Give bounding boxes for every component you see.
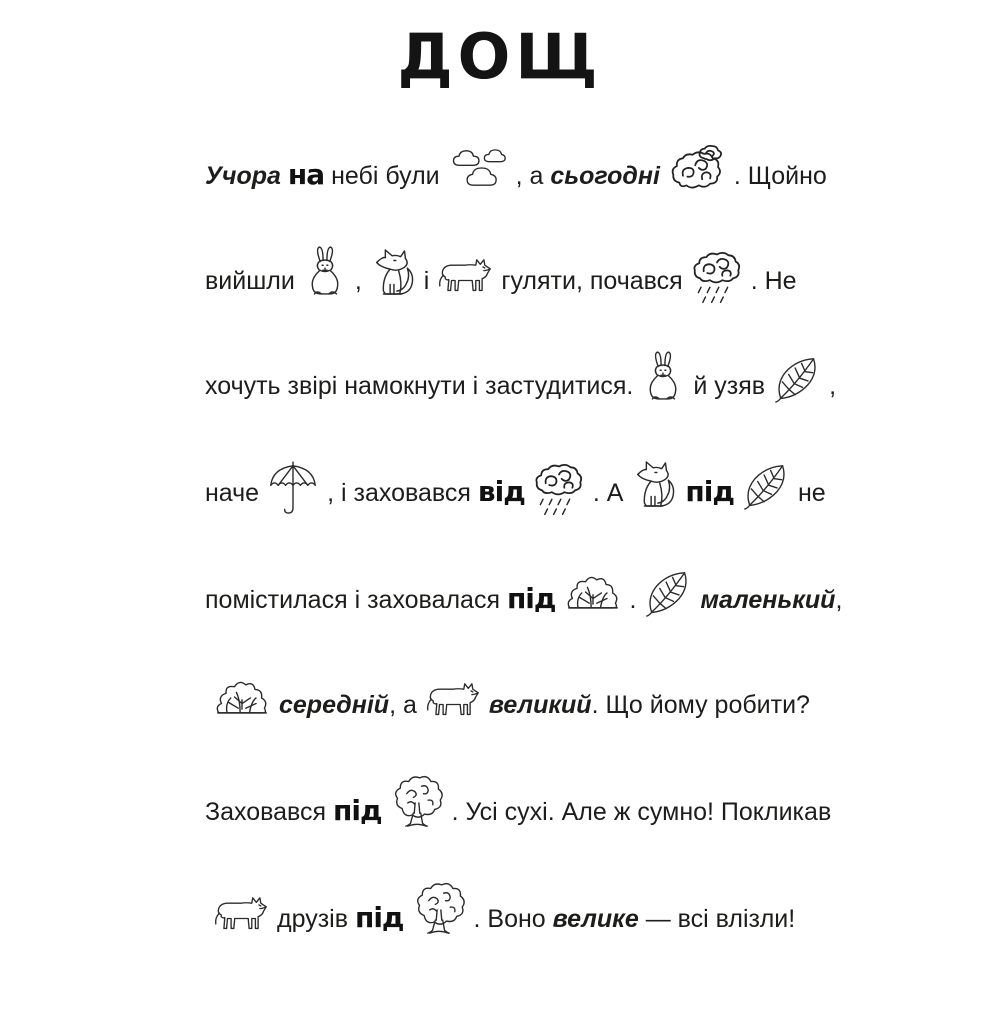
text-segment: ,	[354, 267, 362, 296]
text-segment: сьогодні	[550, 162, 660, 191]
text-segment: — всі влізли!	[638, 905, 796, 934]
umbrella-icon	[268, 461, 318, 517]
clouds-icon	[449, 148, 507, 188]
text-segment: під	[354, 901, 404, 935]
text-segment: під	[333, 794, 382, 828]
text-segment: .	[629, 586, 637, 615]
text-segment: наче	[205, 479, 260, 508]
story-text	[205, 122, 843, 972]
bush-icon	[214, 677, 270, 717]
rain-cloud-icon	[692, 250, 742, 305]
text-segment: . Воно	[473, 905, 553, 934]
story-line	[205, 122, 827, 229]
text-segment: великий	[488, 691, 592, 720]
hare-icon	[642, 350, 684, 402]
worksheet	[0, 20, 1000, 1020]
text-segment: гуляти, почався	[501, 267, 683, 296]
text-segment: , і заховався	[327, 479, 478, 508]
leaf-icon	[743, 463, 789, 511]
text-segment: Учора	[205, 162, 288, 191]
text-segment: . А	[592, 479, 624, 508]
text-segment: від	[477, 475, 525, 509]
story-line	[205, 653, 815, 758]
leaf-icon	[774, 356, 820, 404]
wolf-icon	[438, 257, 492, 295]
tree-icon	[391, 775, 443, 829]
wolf-icon	[214, 895, 268, 933]
rain-cloud-icon	[534, 462, 584, 517]
text-segment: , а	[515, 162, 551, 191]
text-segment: середній	[279, 691, 390, 720]
page-title: ДОЩ	[397, 20, 603, 93]
story-line	[205, 865, 815, 972]
text-segment: під	[506, 582, 556, 616]
story-line	[205, 546, 843, 653]
text-segment: . Усі сухі. Але ж сумно! Покликав	[451, 798, 832, 827]
text-segment: . Що йому робити?	[591, 691, 810, 720]
text-segment: Заховався	[205, 798, 334, 827]
dark-clouds-icon	[669, 144, 725, 190]
story-line	[205, 439, 826, 546]
tree-icon	[413, 882, 465, 936]
worksheet-page	[0, 20, 1000, 1020]
text-segment: вийшли	[205, 267, 295, 296]
story-line	[205, 229, 815, 334]
text-segment: ,	[835, 586, 843, 615]
text-segment: хочуть звірі намокнути і застудитися.	[205, 372, 634, 401]
text-segment: небі були	[324, 162, 440, 191]
story-line	[205, 334, 837, 439]
bush-icon	[565, 572, 621, 612]
text-segment: , а	[389, 691, 417, 720]
text-segment: під	[685, 475, 734, 509]
text-segment: і	[423, 267, 430, 296]
text-segment: . Не	[750, 267, 797, 296]
text-segment: на	[287, 158, 325, 192]
text-segment: й узяв	[693, 372, 766, 401]
fox-icon	[632, 459, 676, 509]
wolf-icon	[426, 681, 480, 719]
leaf-icon	[645, 570, 691, 618]
text-segment: друзів	[277, 905, 355, 934]
story-line	[205, 758, 832, 865]
text-segment: велике	[552, 905, 639, 934]
text-segment: . Щойно	[733, 162, 827, 191]
fox-icon	[371, 247, 415, 297]
text-segment: ,	[829, 372, 837, 401]
hare-icon	[304, 245, 346, 297]
text-segment: помістилася і заховалася	[205, 586, 507, 615]
text-segment: маленький	[700, 586, 836, 615]
text-segment: не	[797, 479, 826, 508]
